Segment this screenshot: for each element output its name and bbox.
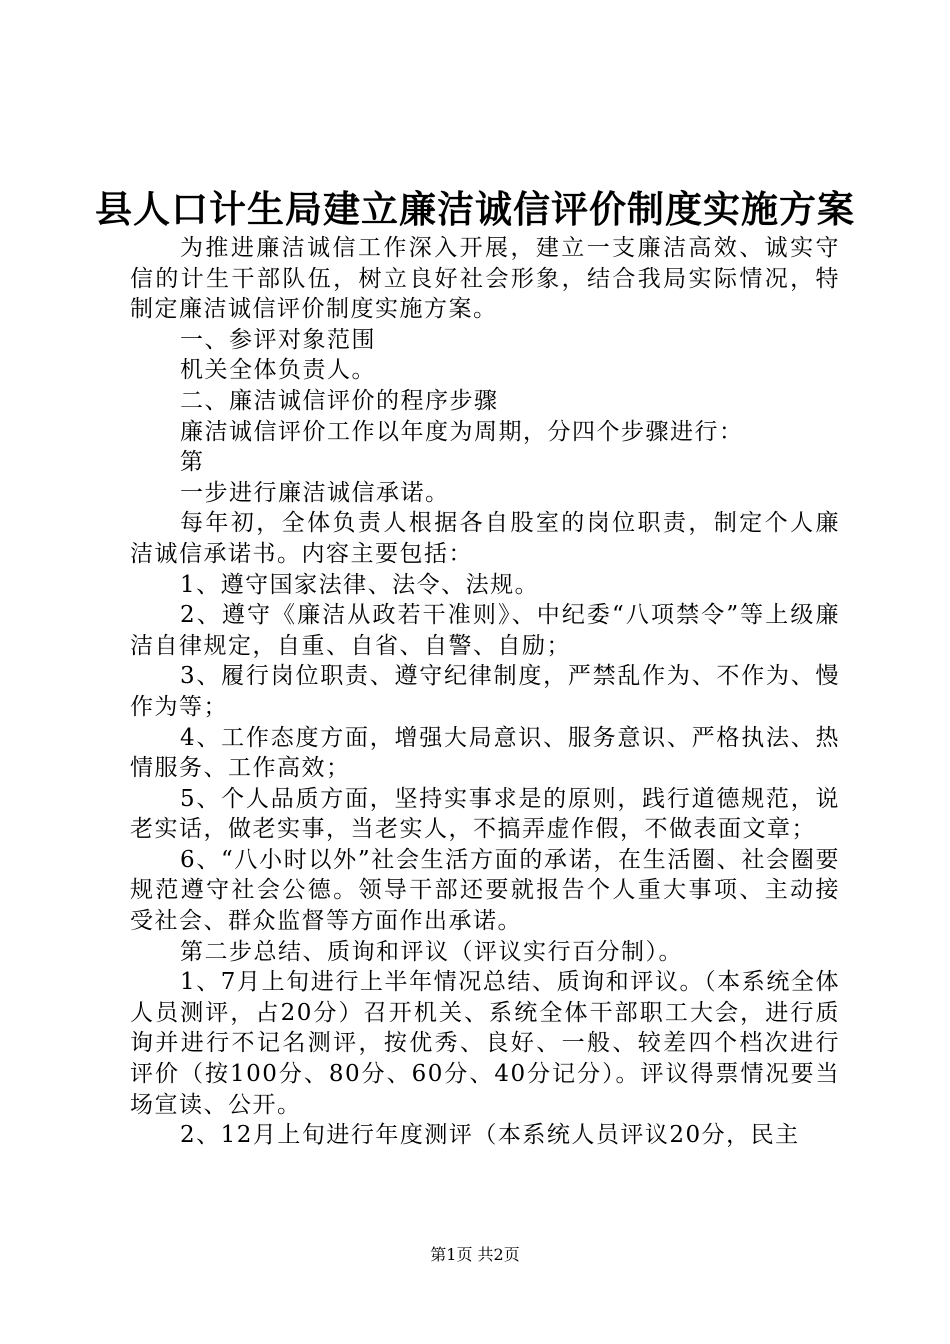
document-title: 县人口计生局建立廉洁诚信评价制度实施方案 bbox=[95, 187, 855, 231]
paragraph-intro: 为推进廉洁诚信工作深入开展，建立一支廉洁高效、诚实守信的计生干部队伍，树立良好社会形象，结合我局实际情况，特制定廉洁诚信评价制度实施方案。 bbox=[130, 235, 840, 323]
paragraph-scope: 机关全体负责人。 bbox=[180, 357, 376, 384]
paragraph-step-two: 第二步总结、质询和评议（评议实行百分制）。 bbox=[180, 938, 683, 965]
section-heading-scope: 一、参评对象范围 bbox=[180, 326, 376, 353]
paragraph-step-one: 一步进行廉洁诚信承诺。 bbox=[180, 479, 450, 506]
step-two-item-2: 2、12月上旬进行年度测评（本系统人员评议20分，民主 bbox=[180, 1122, 800, 1149]
paragraph-step-fragment: 第 bbox=[180, 449, 205, 476]
page-footer: 第1页 共2页 bbox=[430, 1245, 520, 1264]
section-heading-procedure: 二、廉洁诚信评价的程序步骤 bbox=[180, 387, 499, 414]
list-item-2: 2、遵守《廉洁从政若干准则》、中纪委“八项禁令”等上级廉洁自律规定，自重、自省、自警、自励； bbox=[130, 602, 840, 659]
list-item-1: 1、遵守国家法律、法令、法规。 bbox=[180, 571, 540, 598]
list-item-4: 4、工作态度方面，增强大局意识、服务意识、严格执法、热情服务、工作高效； bbox=[130, 724, 840, 782]
list-item-6: 6、“八小时以外”社会生活方面的承诺，在生活圈、社会圈要规范遵守社会公德。领导干部还要就报告个人重大事项、主动接受社会、群众监督等方面作出承诺。 bbox=[130, 846, 840, 935]
document-body bbox=[130, 233, 840, 1151]
step-two-item-1: 1、7月上旬进行上半年情况总结、质询和评议。（本系统全体人员测评，占20分）召开机关、系统全体干部职工大会，进行质询并进行不记名测评，按优秀、良好、一般、较差四个档次进行评价（按100分、80分、60分、40分记分）。评议得票情况要当场宣读、公开。 bbox=[130, 969, 840, 1118]
list-item-5: 5、个人品质方面，坚持实事求是的原则，践行道德规范，说老实话，做老实事，当老实人，不搞弄虚作假，不做表面文章； bbox=[130, 785, 840, 843]
list-item-3: 3、履行岗位职责、遵守纪律制度，严禁乱作为、不作为、慢作为等； bbox=[130, 663, 840, 720]
paragraph-procedure: 廉洁诚信评价工作以年度为周期，分四个步骤进行： bbox=[180, 418, 744, 445]
paragraph-commitment: 每年初，全体负责人根据各自股室的岗位职责，制定个人廉洁诚信承诺书。内容主要包括： bbox=[130, 510, 840, 567]
